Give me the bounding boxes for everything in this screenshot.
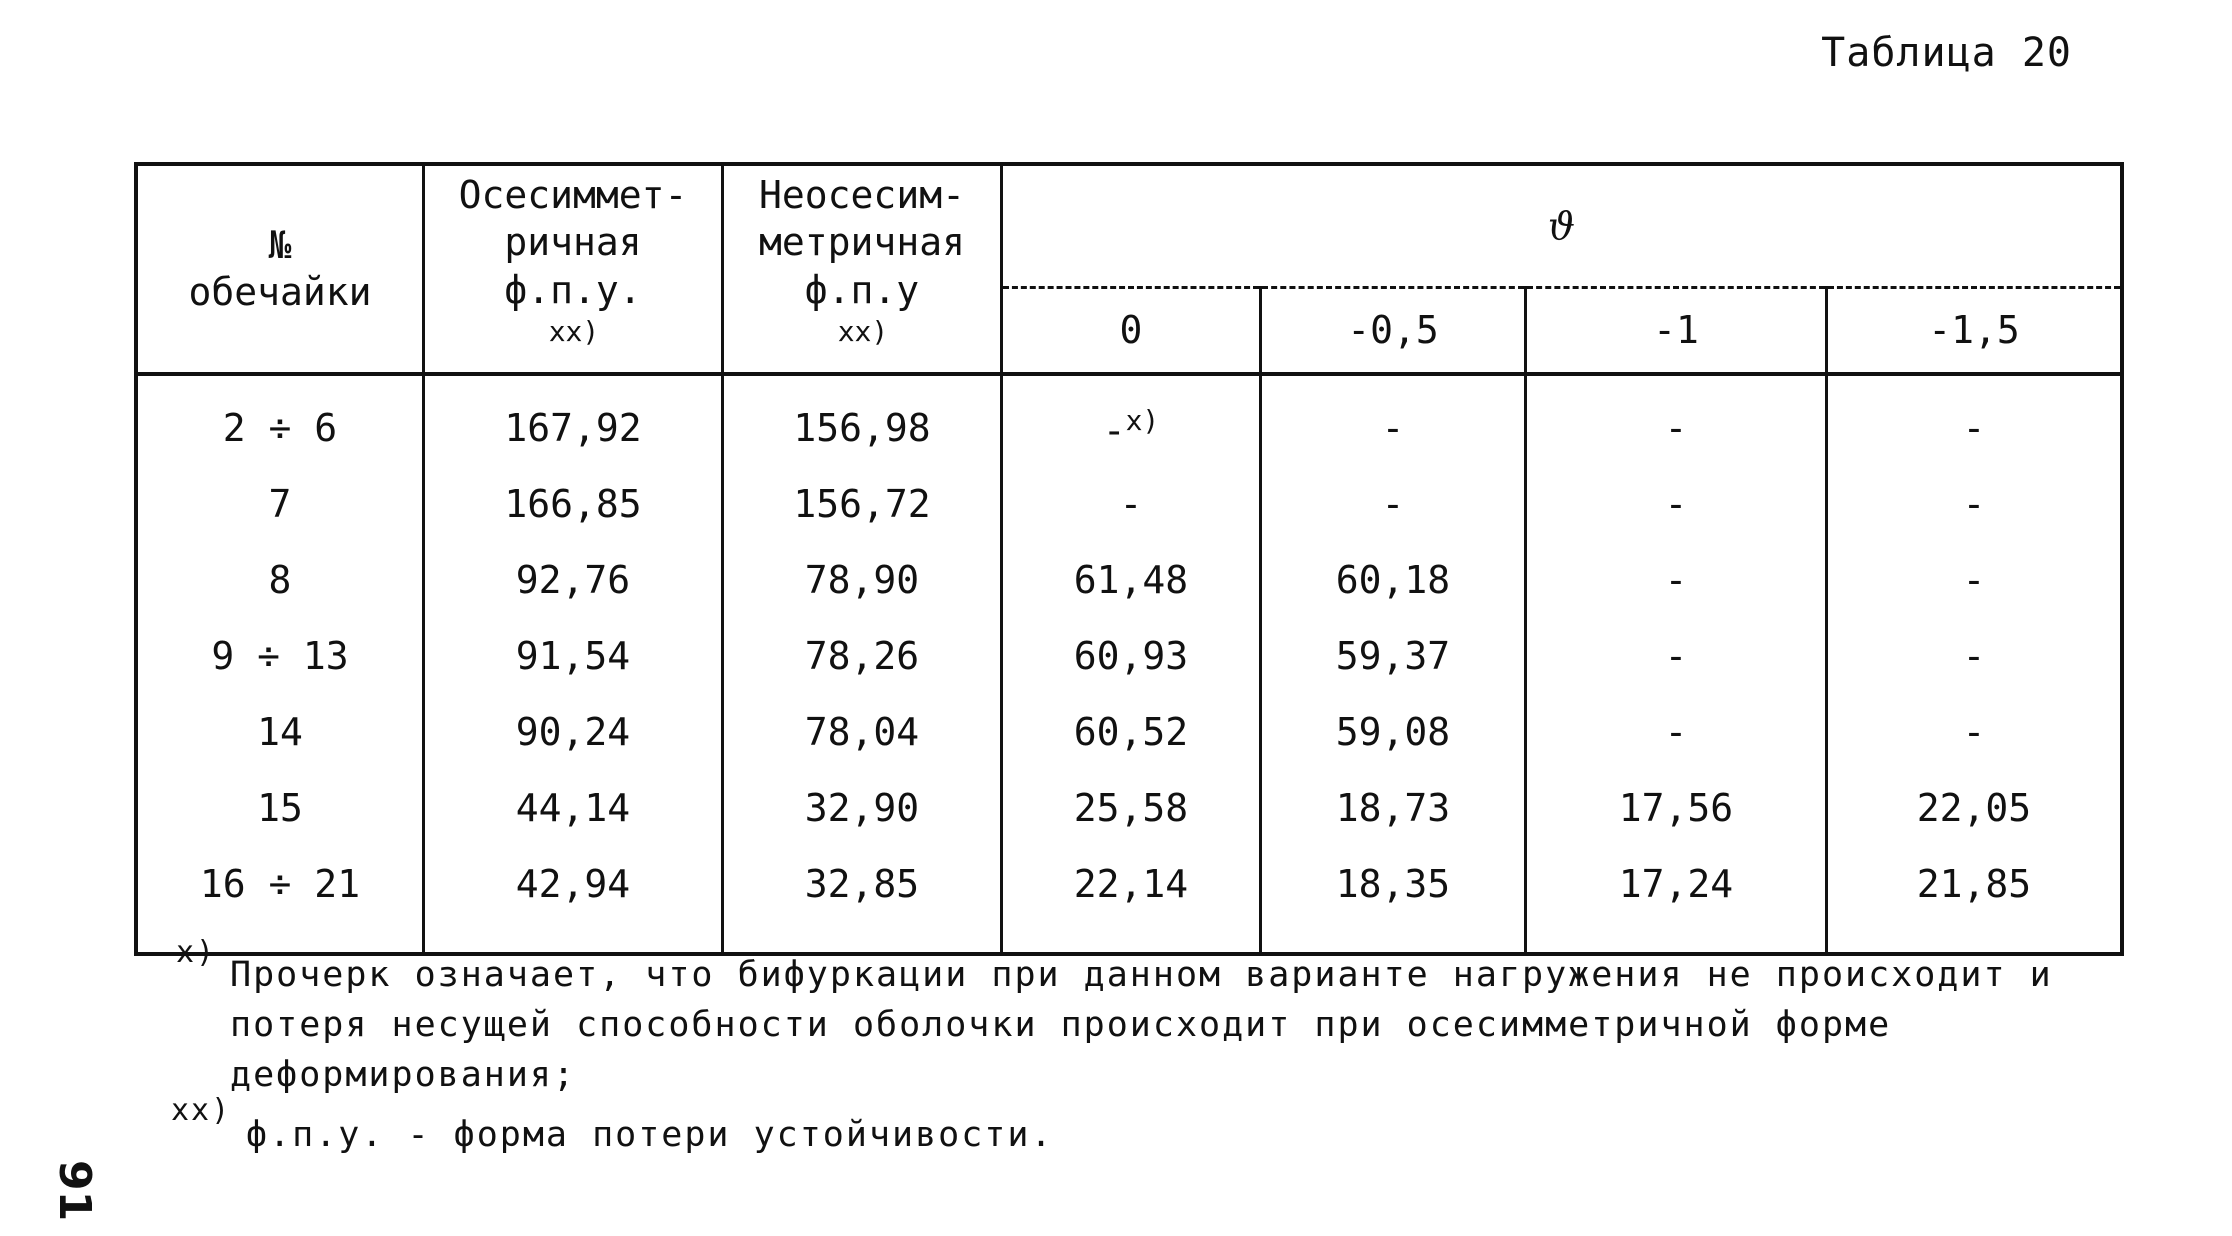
cell-nonaxisymmetric: 78,26 [723,618,1002,694]
footnote-mark: xx) [171,1093,232,1128]
cell-axisymmetric: 44,14 [424,770,723,846]
cell-theta-0-value: - [1102,408,1126,453]
cell-theta-minus-1: 17,56 [1526,770,1827,846]
cell-number: 16 ÷ 21 [136,846,424,954]
cell-theta-minus-1: - [1526,542,1827,618]
header-theta-minus-1: -1 [1526,287,1827,374]
cell-axisymmetric: 91,54 [424,618,723,694]
header-nonaxisymmetric [723,164,1002,374]
cell-theta-minus-0-5: 18,35 [1261,846,1526,954]
cell-theta-minus-1-5: - [1827,466,2123,542]
table-row [136,694,2122,770]
cell-nonaxisymmetric: 78,04 [723,694,1002,770]
cell-axisymmetric: 42,94 [424,846,723,954]
header-nonaxisymmetric-text: Неосесим-метричная ф.п.у [759,172,965,312]
header-nonaxisymmetric-mark: xx) [837,315,889,349]
header-theta-minus-1-5: -1,5 [1827,287,2123,374]
cell-theta-minus-0-5: 59,37 [1261,618,1526,694]
cell-theta-minus-1-5: - [1827,542,2123,618]
table-row [136,846,2122,954]
cell-nonaxisymmetric: 156,72 [723,466,1002,542]
table-row [136,542,2122,618]
header-axisymmetric-mark: xx) [548,315,600,349]
cell-theta-minus-1: - [1526,618,1827,694]
cell-theta-minus-0-5: - [1261,374,1526,466]
footnote-mark: x) [176,935,217,970]
table-row [136,466,2122,542]
cell-theta-minus-0-5: 59,08 [1261,694,1526,770]
footnote-dash-meaning [176,935,2096,1100]
footnote-text: Прочерк означает, что бифуркации при данном варианте нагружения не происходит и потеря несущей способности оболочки происходит при осесимметричной форме деформирования; [230,955,2053,1095]
cell-theta-minus-1: - [1526,694,1827,770]
header-number [136,164,424,374]
table-title: Таблица 20 [1821,30,2072,76]
header-axisymmetric-text: Осесиммет-ричная ф.п.у. [458,172,688,312]
cell-theta-minus-1-5: 21,85 [1827,846,2123,954]
cell-nonaxisymmetric: 32,90 [723,770,1002,846]
cell-theta-0: 22,14 [1002,846,1261,954]
cell-theta-minus-1: - [1526,374,1827,466]
header-theta: ϑ [1002,164,2123,287]
table-row [136,374,2122,466]
cell-footnote-mark: x) [1125,403,1160,437]
cell-theta-0: 60,52 [1002,694,1261,770]
page-number: 91 [49,1160,100,1222]
table-row [136,770,2122,846]
data-table [134,162,2124,956]
footnote-abbreviation [171,1093,2096,1160]
cell-number: 15 [136,770,424,846]
footnotes [171,935,2096,1160]
cell-theta-minus-1: 17,24 [1526,846,1827,954]
cell-axisymmetric: 166,85 [424,466,723,542]
cell-theta-0 [1002,374,1261,466]
header-number-text: № обечайки [188,222,372,314]
header-axisymmetric [424,164,723,374]
cell-axisymmetric: 90,24 [424,694,723,770]
cell-nonaxisymmetric: 32,85 [723,846,1002,954]
cell-theta-minus-0-5: - [1261,466,1526,542]
table-row [136,618,2122,694]
cell-number: 14 [136,694,424,770]
cell-theta-minus-1-5: - [1827,374,2123,466]
cell-theta-0: 61,48 [1002,542,1261,618]
cell-number: 9 ÷ 13 [136,618,424,694]
cell-number: 8 [136,542,424,618]
footnote-text: ф.п.у. - форма потери устойчивости. [246,1115,1054,1155]
cell-axisymmetric: 92,76 [424,542,723,618]
cell-theta-0: 60,93 [1002,618,1261,694]
cell-nonaxisymmetric: 156,98 [723,374,1002,466]
cell-theta-minus-1-5: - [1827,694,2123,770]
cell-theta-minus-0-5: 18,73 [1261,770,1526,846]
cell-theta-minus-0-5: 60,18 [1261,542,1526,618]
cell-theta-0: 25,58 [1002,770,1261,846]
cell-number: 7 [136,466,424,542]
cell-theta-minus-1: - [1526,466,1827,542]
cell-nonaxisymmetric: 78,90 [723,542,1002,618]
cell-axisymmetric: 167,92 [424,374,723,466]
header-theta-0: 0 [1002,287,1261,374]
cell-theta-minus-1-5: 22,05 [1827,770,2123,846]
cell-theta-minus-1-5: - [1827,618,2123,694]
cell-theta-0: - [1002,466,1261,542]
cell-number: 2 ÷ 6 [136,374,424,466]
header-theta-minus-0-5: -0,5 [1261,287,1526,374]
